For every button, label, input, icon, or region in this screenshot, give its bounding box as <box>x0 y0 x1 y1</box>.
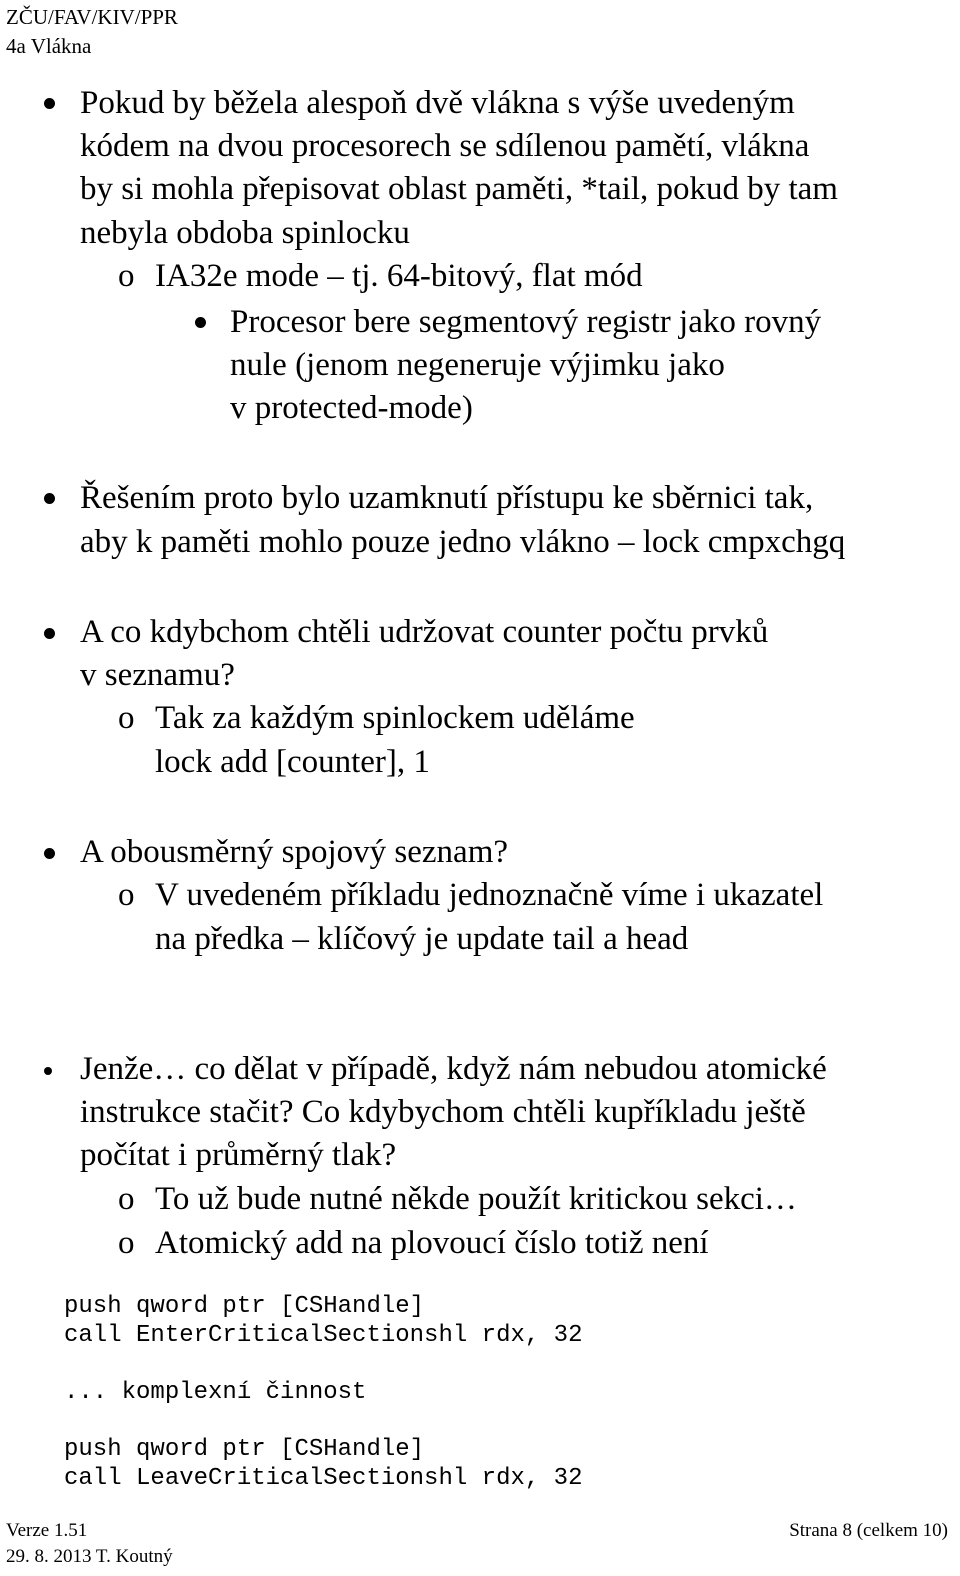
paragraph-line: nebyla obdoba spinlocku <box>80 215 410 251</box>
footer-page-number: Strana 8 (celkem 10) <box>789 1520 948 1541</box>
paragraph-line: Řešením proto bylo uzamknutí přístupu ke sběrnici tak, <box>80 480 814 516</box>
sub-bullet-marker: o <box>118 700 135 736</box>
course-code: ZČU/FAV/KIV/PPR <box>6 5 178 29</box>
sub-bullet-marker: o <box>118 1181 135 1217</box>
sub-paragraph-line: lock add [counter], 1 <box>155 744 430 780</box>
bullet-icon <box>44 98 55 109</box>
bullet-icon <box>44 493 55 504</box>
paragraph-line: Pokud by běžela alespoň dvě vlákna s výše uvedeným <box>80 85 795 121</box>
footer-version: Verze 1.51 <box>6 1520 88 1541</box>
sub-paragraph-line: na předka – klíčový je update tail a head <box>155 921 689 957</box>
footer-date-author: 29. 8. 2013 T. Koutný <box>6 1546 173 1567</box>
bullet-icon <box>44 848 55 859</box>
code-line: push qword ptr [CSHandle] <box>64 1436 425 1463</box>
code-line: push qword ptr [CSHandle] <box>64 1293 425 1320</box>
chapter-title: 4a Vlákna <box>6 34 92 58</box>
code-line: ... komplexní činnost <box>64 1379 367 1406</box>
sub-paragraph-line: IA32e mode – tj. 64-bitový, flat mód <box>155 258 643 294</box>
sub-paragraph-line: V uvedeném příkladu jednoznačně víme i ukazatel <box>155 877 824 913</box>
sub-bullet-marker: o <box>118 258 135 294</box>
sub-paragraph-line: To už bude nutné někde použít kritickou sekci… <box>155 1181 797 1217</box>
bullet-icon <box>195 317 206 328</box>
bullet-icon <box>44 628 55 639</box>
paragraph-line: instrukce stačit? Co kdybychom chtěli kupříkladu ještě <box>80 1094 806 1130</box>
paragraph-line: A co kdybchom chtěli udržovat counter počtu prvků <box>80 614 769 650</box>
paragraph-line: kódem na dvou procesorech se sdílenou pamětí, vlákna <box>80 128 810 164</box>
paragraph-line: aby k paměti mohlo pouze jedno vlákno – lock cmpxchgq <box>80 524 846 560</box>
subsub-paragraph-line: v protected-mode) <box>230 390 473 426</box>
sub-bullet-marker: o <box>118 1225 135 1261</box>
code-line: call EnterCriticalSectionshl rdx, 32 <box>64 1322 583 1349</box>
bullet-icon <box>44 1067 52 1075</box>
code-line: call LeaveCriticalSectionshl rdx, 32 <box>64 1465 583 1492</box>
paragraph-line: A obousměrný spojový seznam? <box>80 834 509 870</box>
paragraph-line: v seznamu? <box>80 657 235 693</box>
sub-bullet-marker: o <box>118 877 135 913</box>
sub-paragraph-line: Atomický add na plovoucí číslo totiž není <box>155 1225 709 1261</box>
subsub-paragraph-line: Procesor bere segmentový registr jako rovný <box>230 304 822 340</box>
document-header <box>6 3 178 61</box>
paragraph-line: počítat i průměrný tlak? <box>80 1137 397 1173</box>
subsub-paragraph-line: nule (jenom negeneruje výjimku jako <box>230 347 725 383</box>
sub-paragraph-line: Tak za každým spinlockem uděláme <box>155 700 635 736</box>
paragraph-line: Jenže… co dělat v případě, když nám nebudou atomické <box>80 1051 827 1087</box>
paragraph-line: by si mohla přepisovat oblast paměti, *tail, pokud by tam <box>80 171 838 207</box>
